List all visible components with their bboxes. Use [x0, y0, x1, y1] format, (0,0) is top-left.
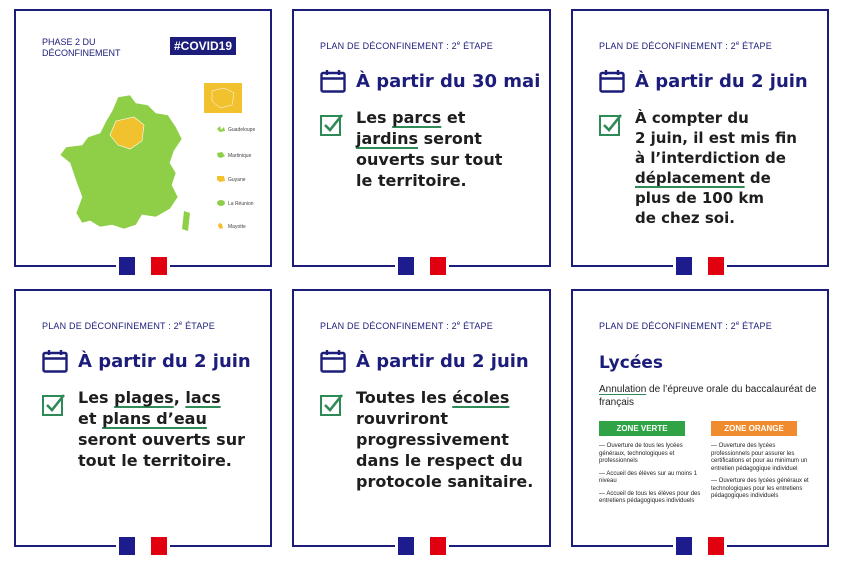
checkbox-icon	[42, 392, 66, 416]
text-segment: rouvriront	[356, 409, 448, 428]
card-lycees	[571, 289, 829, 547]
france-map-icon	[56, 93, 196, 243]
text-segment: Les	[356, 108, 393, 127]
french-flag-logo	[116, 535, 170, 557]
text-segment: à l’interdiction de	[635, 149, 786, 167]
annulation-text: Annulation de l’épreuve orale du baccalauréat de français	[599, 384, 817, 408]
list-item: — Ouverture de tous les lycées généraux, technologiques et professionnels	[599, 443, 683, 464]
martinique-icon	[216, 151, 226, 159]
calendar-icon	[320, 69, 346, 93]
announcement-text	[635, 108, 797, 228]
date-text: À partir du 30 mai	[356, 70, 541, 92]
card-header: PLAN DE DÉCONFINEMENT : 2e ÉTAPE	[599, 321, 772, 331]
text-line	[356, 387, 533, 408]
phase-line-1: PHASE 2 DU	[42, 37, 96, 47]
text-line	[635, 108, 797, 128]
covid-hashtag: #COVID19	[170, 37, 236, 55]
text-segment: Toutes les	[356, 388, 453, 407]
text-segment: Les	[78, 388, 115, 407]
territory-guadeloupe: Guadeloupe	[228, 127, 256, 133]
text-segment: et	[78, 409, 103, 428]
text-line	[356, 471, 533, 492]
territory-mayotte: Mayotte	[228, 224, 246, 230]
text-segment: dans le respect du	[356, 451, 523, 470]
territory-martinique: Martinique	[228, 153, 252, 159]
text-segment: seront	[418, 129, 482, 148]
text-segment: ouverts sur tout	[356, 150, 503, 169]
text-segment: protocole sanitaire.	[356, 472, 534, 491]
french-flag-logo	[395, 255, 449, 277]
underlined-keyword: déplacement	[635, 169, 745, 187]
calendar-icon	[42, 349, 68, 373]
french-flag-logo	[673, 535, 727, 557]
zone-verte-badge: ZONE VERTE	[599, 421, 685, 436]
list-item: — Accueil de tous les élèves pour des entretiens pédagogiques individuels	[599, 490, 701, 504]
text-line	[78, 387, 245, 408]
text-segment: de	[744, 169, 771, 187]
guadeloupe-icon	[216, 125, 226, 133]
text-segment: 2 juin, il est mis fin	[635, 129, 797, 147]
text-line	[78, 408, 245, 429]
text-segment: et	[441, 108, 466, 127]
text-segment: le territoire.	[356, 171, 467, 190]
text-segment: de chez soi.	[635, 209, 735, 227]
text-line	[635, 148, 797, 168]
french-flag-logo	[673, 255, 727, 277]
text-line	[356, 107, 502, 128]
underlined-keyword: lacs	[185, 388, 221, 407]
text-segment: plus de 100 km	[635, 189, 764, 207]
territory-reunion: La Réunion	[228, 201, 254, 207]
checkbox-icon	[320, 392, 344, 416]
calendar-icon	[320, 349, 346, 373]
territory-guyane: Guyane	[228, 177, 246, 183]
zone-verte-list	[599, 443, 703, 511]
text-line	[635, 168, 797, 188]
card-ecoles	[292, 289, 551, 547]
text-segment: tout le territoire.	[78, 451, 232, 470]
date-text: À partir du 2 juin	[356, 350, 529, 372]
date-row	[320, 349, 529, 373]
inset-idf-icon	[204, 83, 242, 113]
text-segment: progressivement	[356, 430, 509, 449]
announcement-text	[78, 387, 245, 471]
date-row	[599, 69, 808, 93]
phase-title	[42, 37, 152, 59]
card-phase2-map	[14, 9, 272, 267]
card-deplacement	[571, 9, 829, 267]
zone-orange-badge: ZONE ORANGE	[711, 421, 797, 436]
announcement-text	[356, 107, 502, 191]
underlined-keyword: plans d’eau	[102, 409, 207, 428]
card-plages-lacs	[14, 289, 272, 547]
text-segment: À compter du	[635, 109, 749, 127]
lycees-title: Lycées	[599, 353, 664, 373]
text-line	[635, 208, 797, 228]
date-row	[42, 349, 251, 373]
text-line	[78, 429, 245, 450]
reunion-icon	[216, 199, 226, 207]
date-text: À partir du 2 juin	[635, 70, 808, 92]
french-flag-logo	[116, 255, 170, 277]
underlined-keyword: plages	[114, 388, 174, 407]
underlined-keyword: parcs	[392, 108, 442, 127]
text-line	[78, 450, 245, 471]
text-segment: seront ouverts sur	[78, 430, 245, 449]
text-line	[635, 188, 797, 208]
text-line	[356, 149, 502, 170]
card-header: PLAN DE DÉCONFINEMENT : 2e ÉTAPE	[320, 321, 493, 331]
french-flag-logo	[395, 535, 449, 557]
list-item: — Ouverture des lycées généraux et technologiques pour les entretiens pédagogiques individuels	[711, 478, 809, 499]
text-line	[356, 128, 502, 149]
text-line	[356, 408, 533, 429]
text-line	[635, 128, 797, 148]
text-line	[356, 450, 533, 471]
text-line	[356, 429, 533, 450]
checkbox-icon	[320, 112, 344, 136]
card-header: PLAN DE DÉCONFINEMENT : 2e ÉTAPE	[320, 41, 493, 51]
underlined-keyword: écoles	[452, 388, 510, 407]
card-parcs-jardins	[292, 9, 551, 267]
list-item: — Ouverture des lycées professionnels pour assurer les certifications et pour au minimum un entretien pédagogique individuel	[711, 443, 808, 472]
card-header: PLAN DE DÉCONFINEMENT : 2e ÉTAPE	[599, 41, 772, 51]
calendar-icon	[599, 69, 625, 93]
underlined-keyword: jardins	[356, 129, 419, 148]
text-line	[356, 170, 502, 191]
checkbox-icon	[599, 112, 623, 136]
mayotte-icon	[216, 222, 226, 230]
text-segment: ,	[173, 388, 186, 407]
zone-orange-list	[711, 443, 815, 506]
card-header: PLAN DE DÉCONFINEMENT : 2e ÉTAPE	[42, 321, 215, 331]
date-text: À partir du 2 juin	[78, 350, 251, 372]
list-item: — Accueil des élèves sur au moins 1 niveau	[599, 470, 698, 484]
phase-line-2: DÉCONFINEMENT	[42, 48, 121, 58]
announcement-text	[356, 387, 533, 492]
guyane-icon	[216, 175, 226, 183]
date-row	[320, 69, 540, 93]
